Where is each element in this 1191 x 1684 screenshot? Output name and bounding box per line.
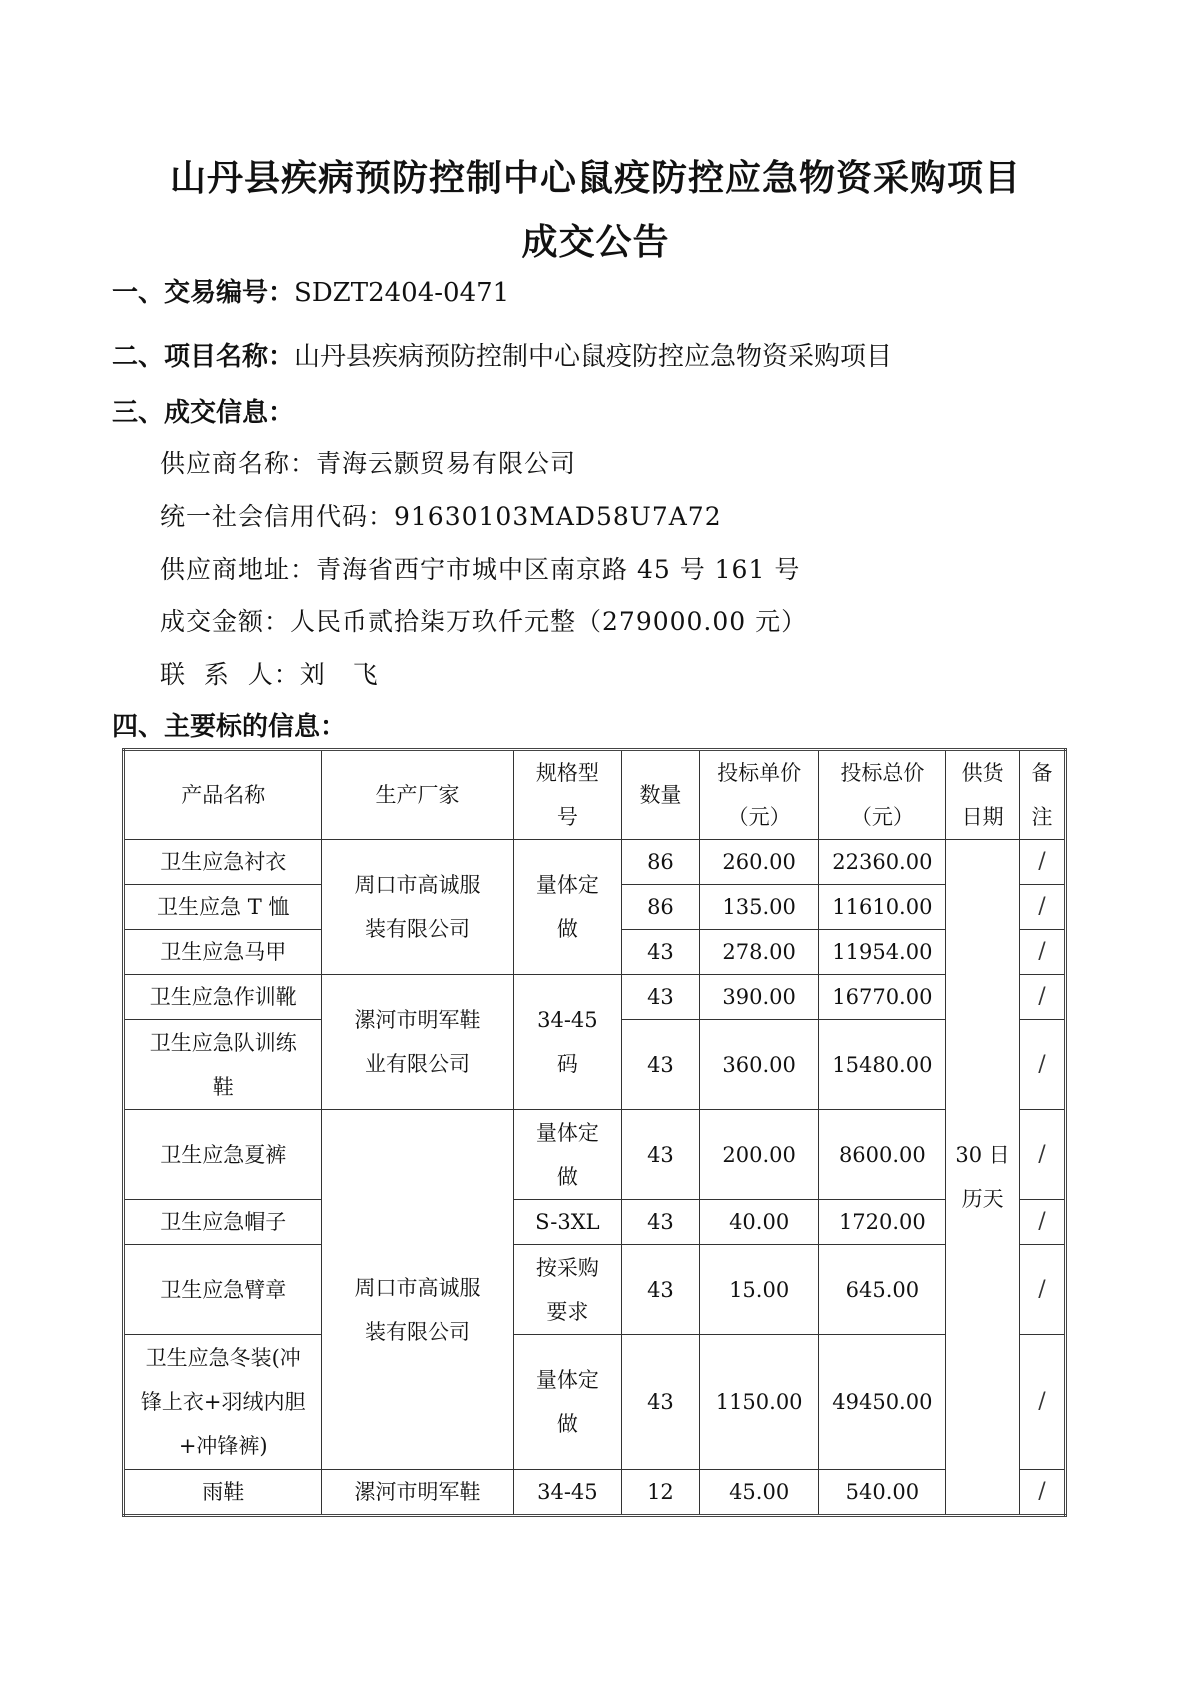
quantity: 86 — [622, 840, 700, 885]
table-row — [124, 1110, 1066, 1200]
unit-price: 1150.00 — [699, 1335, 819, 1470]
header-delivery-line2: 日期 — [961, 805, 1004, 829]
product-name: 卫生应急作训靴 — [124, 975, 322, 1020]
spec-line2: 做 — [556, 1412, 578, 1436]
deal-amount: 成交金额：人民币贰拾柒万玖仟元整（279000.00 元） — [160, 607, 808, 636]
quantity: 86 — [622, 885, 700, 930]
unit-price: 260.00 — [699, 840, 819, 885]
header-note-line1: 备 — [1031, 761, 1053, 785]
credit-code: 统一社会信用代码：91630103MAD58U7A72 — [160, 502, 722, 531]
spec-line2: 做 — [556, 917, 578, 941]
spec-line2: 码 — [556, 1052, 578, 1076]
manufacturer-line2: 业有限公司 — [365, 1052, 471, 1076]
total-price: 8600.00 — [819, 1110, 946, 1200]
quantity: 43 — [622, 1020, 700, 1110]
product-name: 雨鞋 — [124, 1470, 322, 1516]
note: / — [1019, 1020, 1065, 1110]
header-total-price-line1: 投标总价 — [840, 761, 925, 785]
unit-price: 390.00 — [699, 975, 819, 1020]
product-name: 卫生应急臂章 — [124, 1245, 322, 1335]
total-price: 16770.00 — [819, 975, 946, 1020]
note: / — [1019, 1110, 1065, 1200]
manufacturer-line2: 装有限公司 — [365, 1319, 471, 1344]
spec: S-3XL — [513, 1200, 621, 1245]
header-product-name: 产品名称 — [124, 750, 322, 840]
table-row — [124, 1470, 1066, 1516]
section-project-name — [112, 336, 892, 373]
unit-price: 15.00 — [699, 1245, 819, 1335]
unit-price: 278.00 — [699, 930, 819, 975]
header-spec-line1: 规格型 — [535, 761, 599, 785]
supplier-name: 供应商名称：青海云颢贸易有限公司 — [160, 449, 577, 478]
section-heading: 二、项目名称： — [112, 342, 295, 372]
delivery-line1: 30 日 — [955, 1143, 1010, 1167]
total-price: 11610.00 — [819, 885, 946, 930]
manufacturer-line2: 装有限公司 — [365, 917, 471, 941]
spec — [513, 840, 621, 975]
section-main-items — [112, 706, 346, 743]
document-title-line1: 山丹县疾病预防控制中心鼠疫防控应急物资采购项目 — [169, 158, 1021, 199]
product-name: 卫生应急衬衣 — [124, 840, 322, 885]
spec: 34-45 — [513, 1470, 621, 1516]
spec-line2: 做 — [556, 1164, 578, 1189]
note: / — [1019, 885, 1065, 930]
spec — [513, 1110, 621, 1200]
section-deal-info — [112, 392, 294, 429]
supplier-address: 供应商地址：青海省西宁市城中区南京路 45 号 161 号 — [160, 555, 801, 584]
section-transaction-number — [112, 272, 509, 309]
header-total-price — [819, 750, 946, 840]
manufacturer — [322, 1110, 513, 1470]
document-title-line2: 成交公告 — [521, 222, 670, 263]
header-total-price-line2: （元） — [850, 805, 914, 829]
spec — [513, 1335, 621, 1470]
spec-line1: 量体定 — [535, 873, 599, 897]
unit-price: 135.00 — [699, 885, 819, 930]
header-note — [1019, 750, 1065, 840]
project-name: 山丹县疾病预防控制中心鼠疫防控应急物资采购项目 — [294, 342, 893, 372]
header-delivery-line1: 供货 — [961, 761, 1004, 785]
spec-line1: 34-45 — [537, 1008, 598, 1032]
section-heading: 四、主要标的信息： — [112, 712, 347, 742]
note: / — [1019, 1335, 1065, 1470]
spec — [513, 975, 621, 1110]
table-row — [124, 1335, 1066, 1470]
header-delivery-date — [946, 750, 1020, 840]
spec — [513, 1245, 621, 1335]
header-manufacturer: 生产厂家 — [322, 750, 513, 840]
note: / — [1019, 840, 1065, 885]
table-row — [124, 975, 1066, 1020]
table-row — [124, 1245, 1066, 1335]
delivery-line2: 历天 — [961, 1187, 1004, 1211]
contact-person: 联 系 人：刘 飞 — [160, 660, 379, 689]
manufacturer-line1: 周口市高诚服 — [354, 1275, 481, 1300]
product-name-line2: 鞋 — [212, 1074, 234, 1099]
header-spec — [513, 750, 621, 840]
unit-price: 45.00 — [699, 1470, 819, 1516]
spec-line1: 按采购 — [535, 1255, 599, 1280]
total-price: 645.00 — [819, 1245, 946, 1335]
header-quantity: 数量 — [622, 750, 700, 840]
note: / — [1019, 1245, 1065, 1335]
manufacturer-line1: 漯河市明军鞋 — [354, 1008, 481, 1032]
total-price: 22360.00 — [819, 840, 946, 885]
quantity: 43 — [622, 1335, 700, 1470]
note: / — [1019, 1470, 1065, 1516]
total-price: 11954.00 — [819, 930, 946, 975]
product-name: 卫生应急马甲 — [124, 930, 322, 975]
total-price: 1720.00 — [819, 1200, 946, 1245]
quantity: 43 — [622, 1245, 700, 1335]
unit-price: 40.00 — [699, 1200, 819, 1245]
manufacturer-line1: 周口市高诚服 — [354, 873, 481, 897]
quantity: 43 — [622, 975, 700, 1020]
manufacturer — [322, 840, 513, 975]
total-price: 15480.00 — [819, 1020, 946, 1110]
quantity: 43 — [622, 1110, 700, 1200]
header-unit-price-line1: 投标单价 — [717, 761, 802, 785]
unit-price: 200.00 — [699, 1110, 819, 1200]
product-name: 卫生应急帽子 — [124, 1200, 322, 1245]
header-unit-price — [699, 750, 819, 840]
spec-line1: 量体定 — [535, 1120, 599, 1145]
total-price: 540.00 — [819, 1470, 946, 1516]
note: / — [1019, 975, 1065, 1020]
manufacturer: 漯河市明军鞋 — [322, 1470, 513, 1516]
table-row — [124, 1200, 1066, 1245]
items-table — [122, 748, 1067, 1517]
manufacturer — [322, 975, 513, 1110]
header-note-line2: 注 — [1031, 805, 1053, 829]
header-unit-price-line2: （元） — [727, 805, 791, 829]
spec-line1: 量体定 — [535, 1368, 599, 1392]
total-price: 49450.00 — [819, 1335, 946, 1470]
quantity: 43 — [622, 1200, 700, 1245]
product-name: 卫生应急夏裤 — [124, 1110, 322, 1200]
table-header-row — [124, 750, 1066, 840]
section-heading: 一、交易编号： — [112, 278, 295, 308]
quantity: 12 — [622, 1470, 700, 1516]
table-row — [124, 840, 1066, 885]
product-name — [124, 1335, 322, 1470]
section-heading: 三、成交信息： — [112, 398, 295, 428]
quantity: 43 — [622, 930, 700, 975]
product-name-line2: 锋上衣+羽绒内胆 — [140, 1390, 306, 1414]
delivery-date — [946, 840, 1020, 1516]
product-name-line1: 卫生应急冬装(冲 — [145, 1346, 301, 1370]
header-spec-line2: 号 — [556, 805, 578, 829]
unit-price: 360.00 — [699, 1020, 819, 1110]
note: / — [1019, 930, 1065, 975]
spec-line2: 要求 — [546, 1299, 589, 1324]
product-name: 卫生应急 T 恤 — [124, 885, 322, 930]
product-name-line1: 卫生应急队训练 — [149, 1030, 297, 1055]
note: / — [1019, 1200, 1065, 1245]
product-name-line3: +冲锋裤) — [178, 1434, 268, 1458]
product-name — [124, 1020, 322, 1110]
transaction-number: SDZT2404-0471 — [294, 278, 510, 308]
